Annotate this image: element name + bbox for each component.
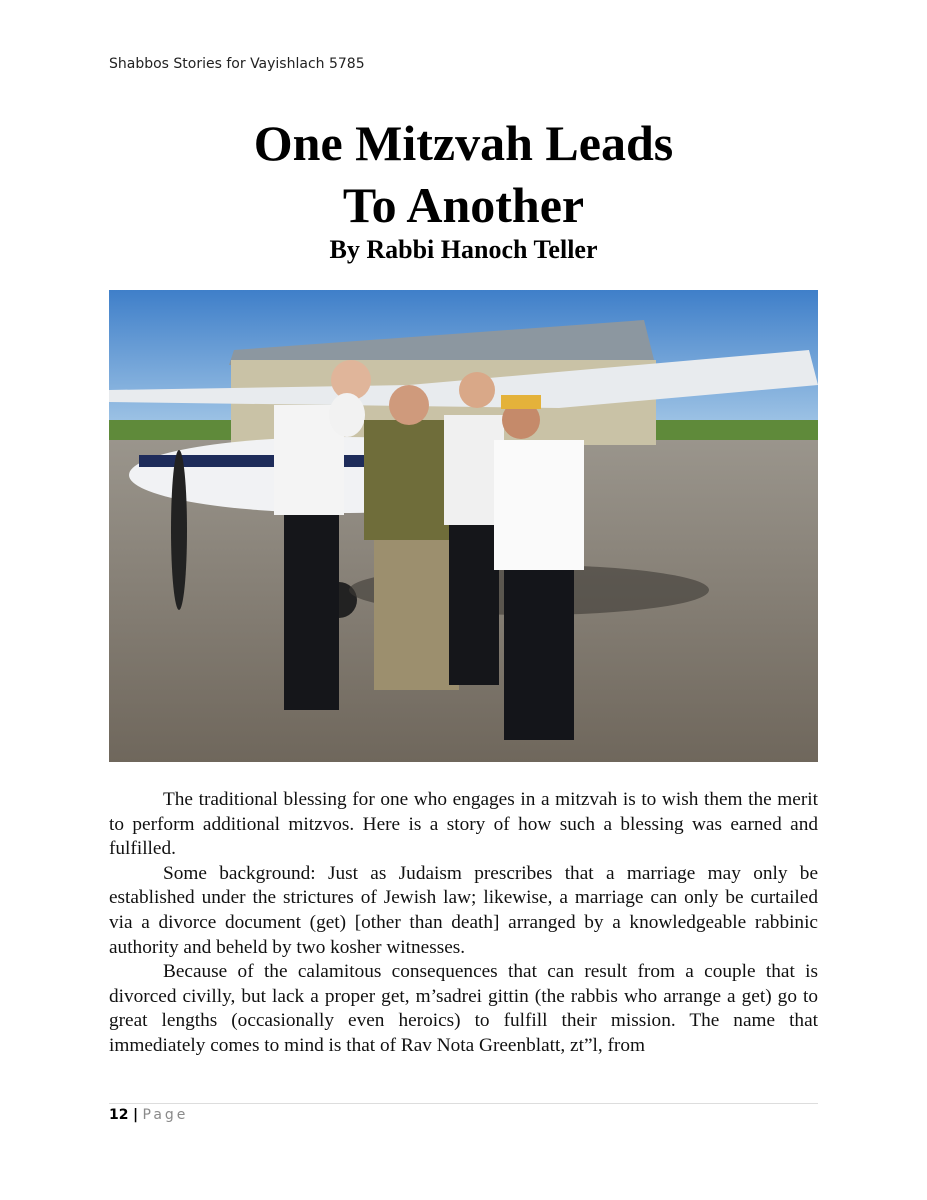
article-body [109, 788, 818, 1059]
article-photo [109, 290, 818, 762]
page-label: Page [142, 1107, 189, 1123]
running-header: Shabbos Stories for Vayishlach 5785 [109, 56, 365, 72]
byline: By Rabbi Hanoch Teller [329, 235, 598, 264]
paragraph: Because of the calamitous consequences that can result from a couple that is divorced civilly, but lack a proper get, m’sadrei gittin (the rabbis who arrange a get) go to great lengths (occasionally even heroics) to fulfill their mission. The name that immediately comes to mind is that of Rav Nota Greenblatt, zt”l, from [109, 961, 818, 1056]
article-title [0, 112, 927, 236]
footer-divider [109, 1103, 818, 1104]
paragraph: Some background: Just as Judaism prescribes that a marriage may only be established under the strictures of Jewish law; likewise, a marriage can only be curtailed via a divorce document (get) [other than death] arranged by a knowledgeable rabbinic authority and beheld by two kosher witnesses. [109, 862, 818, 958]
title-line-1: One Mitzvah Leads [253, 115, 674, 171]
paragraph: The traditional blessing for one who engages in a mitzvah is to wish them the merit to perform additional mitzvos. Here is a story of how such a blessing was earned and fulfilled. [109, 789, 818, 860]
footer-separator: | [132, 1107, 139, 1123]
title-line-2: To Another [342, 177, 585, 233]
page-footer [109, 1107, 188, 1123]
page-number: 12 [109, 1107, 129, 1123]
